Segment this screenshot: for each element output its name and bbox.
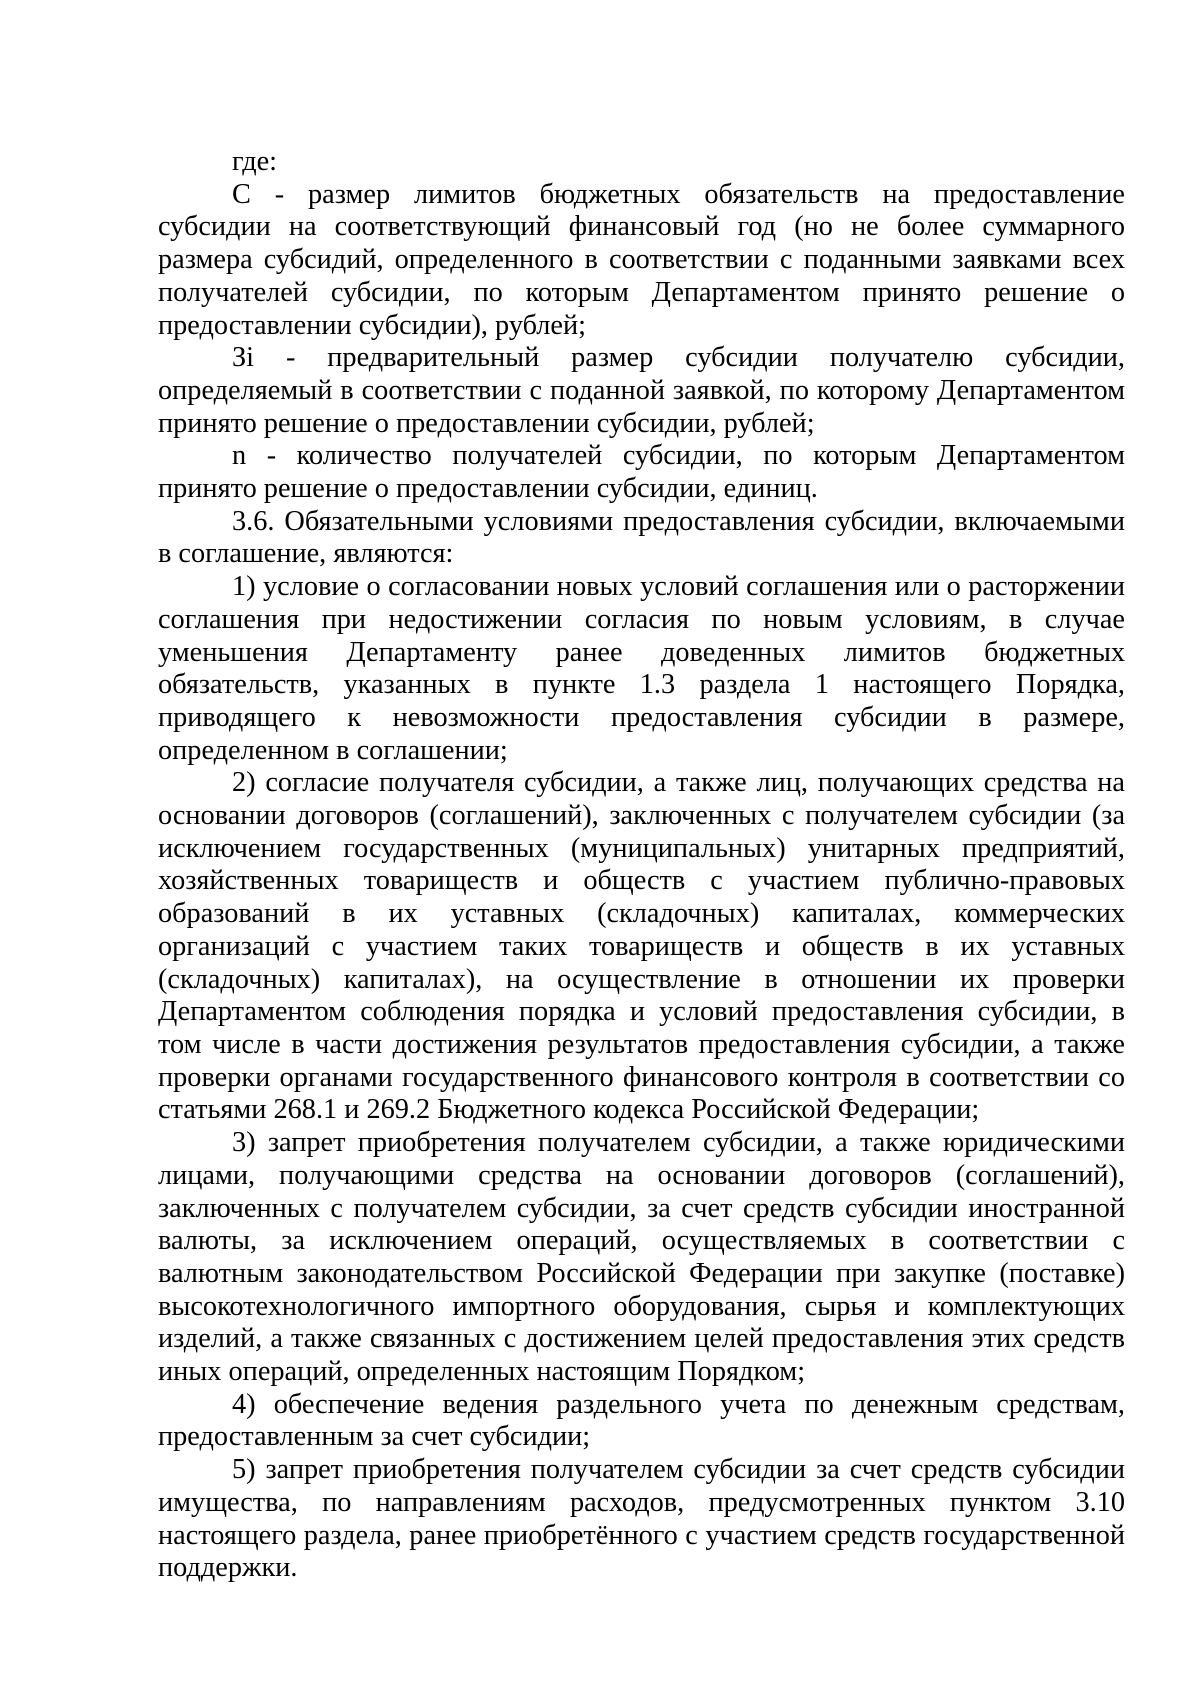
- paragraph-item-5: 5) запрет приобретения получателем субсидии за счет средств субсидии имущества, по направлениям расходов, предусмотренных пунктом 3.10 настоящего раздела, ранее приобретённого с участием средств государственной поддержки.: [158, 1454, 1125, 1584]
- paragraph-3-6: 3.6. Обязательными условиями предоставления субсидии, включаемыми в соглашение, являются:: [158, 505, 1125, 570]
- paragraph-item-4: 4) обеспечение ведения раздельного учета по денежным средствам, предоставленным за счет субсидии;: [158, 1388, 1125, 1453]
- paragraph-zi-definition: Зi - предварительный размер субсидии получателю субсидии, определяемый в соответствии с поданной заявкой, по которому Департаментом принято решение о предоставлении субсидии, рублей;: [158, 342, 1125, 439]
- paragraph-item-2: 2) согласие получателя субсидии, а также лиц, получающих средства на основании договоров (соглашений), заключенных с получателем субсидии (за исключением государственных (муниципальных) унитарных предприятий, хозяйственных товариществ и обществ с участием публично-правовых образований в их уставных (складочных) капиталах, коммерческих организаций с участием таких товариществ и обществ в их уставных (складочных) капиталах), на осуществление в отношении их проверки Департаментом соблюдения порядка и условий предоставления субсидии, в том числе в части достижения результатов предоставления субсидии, а также проверки органами государственного финансового контроля в соответствии со статьями 268.1 и 269.2 Бюджетного кодекса Российской Федерации;: [158, 767, 1125, 1126]
- paragraph-item-3: 3) запрет приобретения получателем субсидии, а также юридическими лицами, получающими средства на основании договоров (соглашений), заключенных с получателем субсидии, за счет средств субсидии иностранной валюты, за исключением операций, осуществляемых в соответствии с валютным законодательством Российской Федерации при закупке (поставке) высокотехнологичного импортного оборудования, сырья и комплектующих изделий, а также связанных с достижением целей предоставления этих средств иных операций, определенных настоящим Порядком;: [158, 1127, 1125, 1388]
- paragraph-item-1: 1) условие о согласовании новых условий соглашения или о расторжении соглашения при недостижении согласия по новым условиям, в случае уменьшения Департаменту ранее доведенных лимитов бюджетных обязательств, указанных в пункте 1.3 раздела 1 настоящего Порядка, приводящего к невозможности предоставления субсидии в размере, определенном в соглашении;: [158, 571, 1125, 766]
- paragraph-where: где:: [232, 146, 278, 177]
- paragraph-n-definition: n - количество получателей субсидии, по которым Департаментом принято решение о предоставлении субсидии, единиц.: [158, 440, 1125, 505]
- document-body: [158, 146, 1125, 1585]
- paragraph-c-definition: С - размер лимитов бюджетных обязательств на предоставление субсидии на соответствующий финансовый год (но не более суммарного размера субсидий, определенного в соответствии с поданными заявками всех получателей субсидии, по которым Департаментом принято решение о предоставлении субсидии), рублей;: [158, 178, 1125, 341]
